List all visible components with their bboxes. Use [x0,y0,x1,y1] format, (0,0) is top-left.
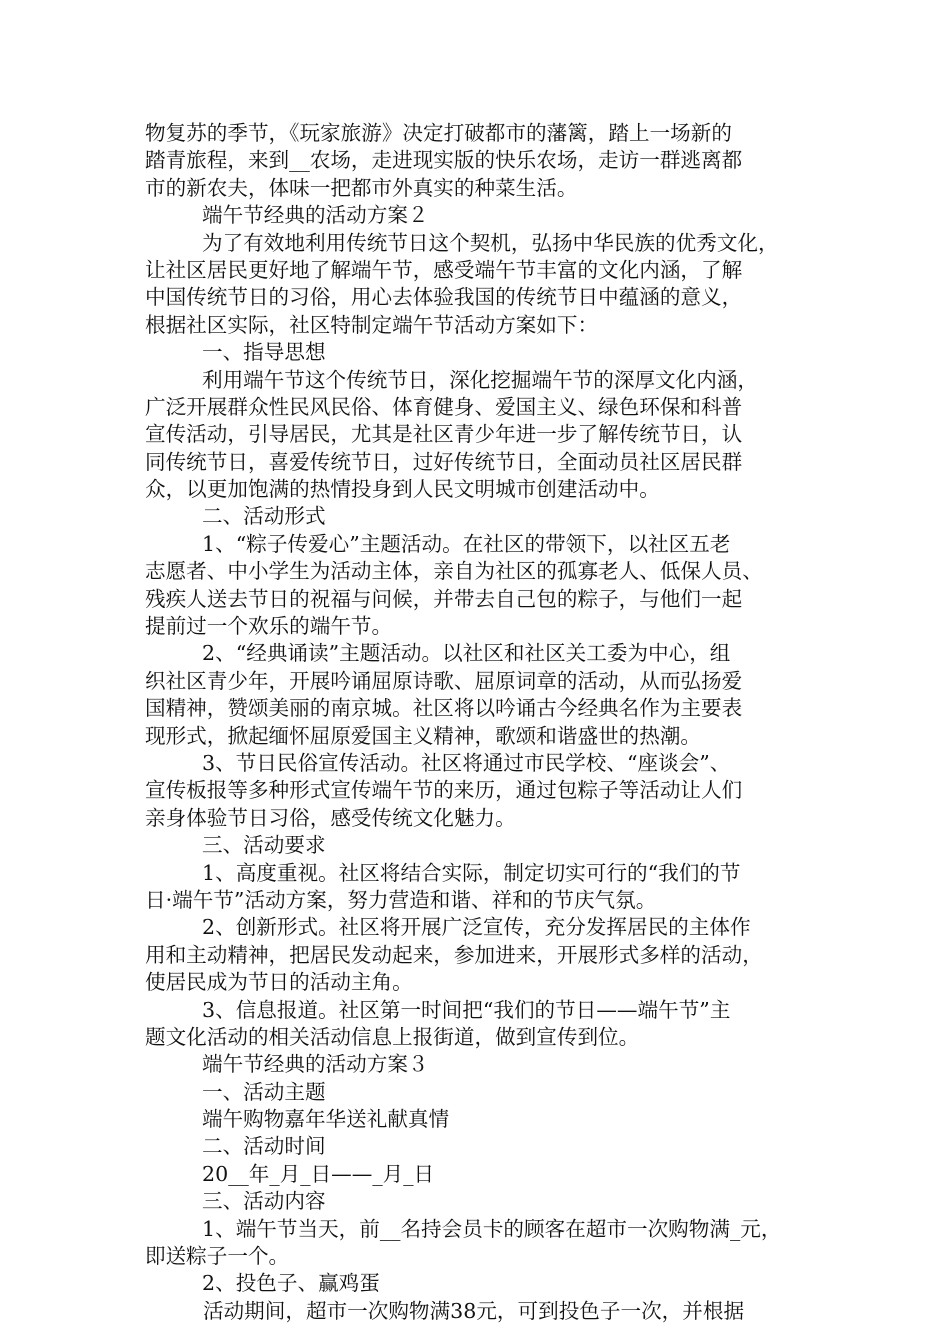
text-line: 3、节日民俗宣传活动。社区将通过市民学校、“座谈会”、 [202,750,731,775]
text-line: 为了有效地利用传统节日这个契机，弘扬中华民族的优秀文化， [202,230,779,255]
text-line: 利用端午节这个传统节日，深化挖掘端午节的深厚文化内涵， [202,367,759,392]
text-line: 中国传统节日的习俗，用心去体验我国的传统节日中蕴涵的意义， [145,285,743,310]
text-line: 广泛开展群众性民风民俗、体育健身、爱国主义、绿色环保和科普 [145,394,743,419]
text-line: 2、投色子、赢鸡蛋 [202,1271,380,1296]
text-line: 残疾人送去节日的祝福与问候，并带去自己包的粽子，与他们一起 [145,586,743,611]
text-line: 亲身体验节日习俗，感受传统文化魅力。 [145,805,516,830]
text-line: 物复苏的季节，《玩家旅游》决定打破都市的藩篱，踏上一场新的 [145,121,732,145]
text-line: 2、创新形式。社区将开展广泛宣传，充分发挥居民的主体作 [202,915,751,940]
text-line: 宣传活动，引导居民，尤其是社区青少年进一步了解传统节日，认 [145,422,743,447]
text-line: 国精神，赞颂美丽的南京城。社区将以吟诵古今经典名作为主要表 [145,696,743,721]
text-line: 织社区青少年，开展吟诵屈原诗歌、屈原词章的活动，从而弘扬爱 [145,668,743,693]
text-line: 1、端午节当天，前__名持会员卡的顾客在超市一次购物满_元， [202,1216,782,1241]
text-line: 宣传板报等多种形式宣传端午节的来历，通过包粽子等活动让人们 [145,778,743,803]
text-line: 1、高度重视。社区将结合实际，制定切实可行的“我们的节 [202,860,741,885]
text-line: 端午购物嘉年华送礼献真情 [202,1107,450,1132]
text-line: 1、“粽子传爱心”主题活动。在社区的带领下，以社区五老 [202,531,731,556]
text-line: 提前过一个欢乐的端午节。 [145,614,393,639]
text-line: 一、活动主题 [202,1079,326,1104]
text-line: 题文化活动的相关活动信息上报街道，做到宣传到位。 [145,1024,640,1049]
text-line: 20__年_月_日——_月_日 [202,1161,435,1186]
text-line: 日·端午节”活动方案，努力营造和谐、祥和的节庆气氛。 [145,887,657,912]
text-line: 志愿者、中小学生为活动主体，亲自为社区的孤寡老人、低保人员、 [145,559,763,584]
text-line: 根据社区实际，社区特制定端午节活动方案如下： [145,312,599,337]
text-line: 二、活动时间 [202,1134,326,1159]
text-line: 二、活动形式 [202,504,326,529]
text-line: 2、“经典诵读”主题活动。以社区和社区关工委为中心，组 [202,641,731,666]
text-line: 即送粽子一个。 [145,1244,290,1269]
text-line: 踏青旅程，来到__农场，走进现实版的快乐农场，走访一群逃离都 [145,148,743,173]
text-line: 让社区居民更好地了解端午节，感受端午节丰富的文化内涵，了解 [145,257,743,282]
text-line: 现形式，掀起缅怀屈原爱国主义精神，歌颂和谐盛世的热潮。 [145,723,702,748]
text-line: 端午节经典的活动方案３ [202,1052,429,1077]
text-line: 市的新农夫，体味一把都市外真实的种菜生活。 [145,175,578,200]
text-line: 三、活动要求 [202,833,326,858]
text-line: 同传统节日，喜爱传统节日，过好传统节日，全面动员社区居民群 [145,449,743,474]
text-line: 一、指导思想 [202,340,326,365]
text-line: 活动期间，超市一次购物满38元，可到投色子一次，并根据 [203,1298,745,1323]
text-line: 端午节经典的活动方案２ [202,203,429,228]
text-line: 3、信息报道。社区第一时间把“我们的节日——端午节”主 [202,997,731,1022]
text-line: 众，以更加饱满的热情投身到人民文明城市创建活动中。 [145,477,660,502]
text-line: 三、活动内容 [202,1189,326,1214]
document-page [145,120,815,1325]
text-line: 用和主动精神，把居民发动起来，参加进来，开展形式多样的活动， [145,942,763,967]
text-line: 使居民成为节日的活动主角。 [145,970,413,995]
